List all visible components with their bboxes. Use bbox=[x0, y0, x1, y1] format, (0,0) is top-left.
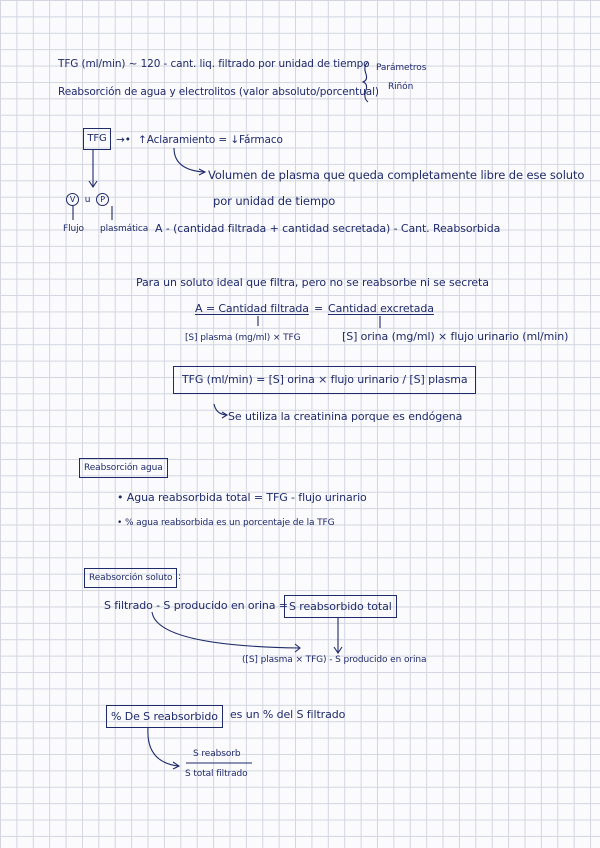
definition-line-1: Volumen de plasma que queda completamente libre de ese soluto bbox=[208, 168, 585, 182]
creatinina-note: Se utiliza la creatinina porque es endógena bbox=[228, 410, 463, 423]
arrow-to-definition-head bbox=[199, 169, 205, 175]
tfg-down-arrow-head bbox=[89, 181, 97, 187]
header-line-reabsorcion: Reabsorción de agua y electrolitos (valor absoluto/porcentual) bbox=[58, 86, 379, 98]
tfg-box: TFG bbox=[83, 128, 111, 150]
definition-line-2: por unidad de tiempo bbox=[213, 194, 336, 208]
clearance-formula: A - (cantidad filtrada + cantidad secretada) - Cant. Reabsorbida bbox=[155, 222, 501, 235]
ideal-intro: Para un soluto ideal que filtra, pero no se reabsorbe ni se secreta bbox=[136, 276, 489, 289]
tfg-formula-box: TFG (ml/min) = [S] orina × flujo urinario / [S] plasma bbox=[173, 366, 476, 394]
clearance-vars bbox=[66, 193, 109, 206]
soluto-arrow-left-head bbox=[295, 644, 300, 652]
percent-rest: es un % del S filtrado bbox=[230, 708, 346, 721]
percent-s-reabsorbido-box: % De S reabsorbido bbox=[106, 705, 223, 728]
percent-arrow-head bbox=[173, 762, 179, 769]
right-expression: [S] orina (mg/ml) × flujo urinario (ml/min) bbox=[342, 330, 569, 343]
reabsorcion-soluto-title: Reabsorción soluto bbox=[84, 568, 177, 588]
agua-bullet-1: • Agua reabsorbida total = TFG - flujo urinario bbox=[117, 491, 367, 504]
note-arrow-head bbox=[222, 412, 227, 418]
s-reabsorbido-total-box: S reabsorbido total bbox=[284, 595, 397, 618]
aclaramiento-text: ↑Aclaramiento = ↓Fármaco bbox=[138, 134, 283, 146]
agua-bullet-2: • % agua reabsorbida es un porcentaje de la TFG bbox=[117, 518, 335, 528]
cantidad-excretada: Cantidad excretada bbox=[328, 302, 434, 315]
p-circle: P bbox=[96, 193, 109, 206]
soluto-colon: : bbox=[178, 572, 181, 582]
soluto-arrow-left bbox=[152, 612, 300, 648]
soluto-substitution: ([S] plasma × TFG) - S producido en orina bbox=[242, 655, 427, 665]
fraction-numerator: S reabsorb bbox=[193, 749, 241, 759]
flujo-label: Flujo bbox=[63, 224, 84, 234]
note-arrow bbox=[214, 404, 226, 415]
brace-label-rinon: Riñón bbox=[388, 82, 414, 92]
percent-arrow bbox=[148, 728, 178, 766]
v-circle: V bbox=[66, 193, 79, 206]
plasmatica-label: plasmática bbox=[100, 224, 149, 234]
soluto-arrow-right-head bbox=[334, 647, 342, 653]
reabsorcion-agua-title: Reabsorción agua bbox=[79, 458, 168, 478]
soluto-equation: S filtrado - S producido en orina = bbox=[104, 599, 288, 612]
a-cantidad-filtrada: A = Cantidad filtrada bbox=[195, 302, 309, 315]
u-var: u bbox=[84, 195, 91, 205]
fraction-denominator: S total filtrado bbox=[185, 769, 248, 779]
brace-label-parametros: Parámetros bbox=[376, 63, 427, 73]
arrow-to-definition bbox=[174, 148, 204, 172]
arrow-dot: →• bbox=[116, 134, 131, 146]
header-line-tfg: TFG (ml/min) ~ 120 - cant. liq. filtrado por unidad de tiempo bbox=[58, 58, 370, 70]
left-expression: [S] plasma (mg/ml) × TFG bbox=[185, 333, 301, 343]
equals-sign: = bbox=[314, 302, 324, 315]
